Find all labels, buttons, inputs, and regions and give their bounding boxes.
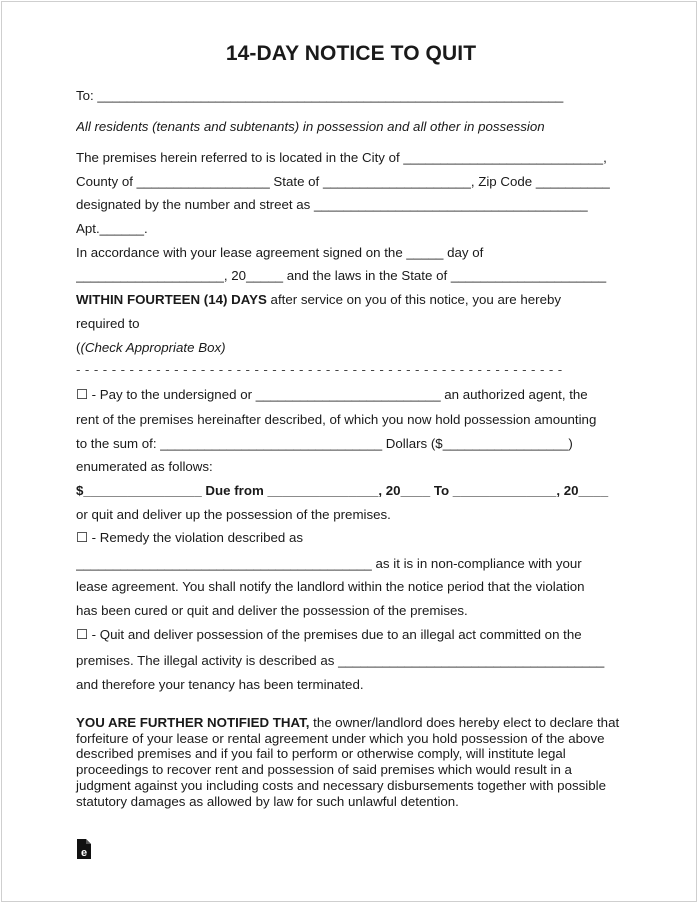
notify-line: lease agreement. You shall notify the landlord within the notice period that the violation [76,579,585,594]
date-law-line: ____________________, 20_____ and the laws in the State of _____________________ [76,268,607,283]
document-title: 14-DAY NOTICE TO QUIT [225,42,477,65]
further-notice-bold: YOU ARE FURTHER NOTIFIED THAT, [76,715,310,730]
remedy-option-line: ☐ - Remedy the violation described as [76,530,303,545]
within-days-bold: WITHIN FOURTEEN (14) DAYS [76,292,267,307]
apt-line: Apt.______. [76,221,148,236]
required-line: required to [76,316,140,331]
terminated-line: and therefore your tenancy has been terminated. [76,677,364,692]
noncompliance-line: ________________________________________ as it is in non-compliance with your [76,556,582,571]
lease-signed-line: In accordance with your lease agreement signed on the _____ day of [76,245,484,260]
svg-text:e: e [80,847,88,859]
check-box-italic: (Check Appropriate Box) [80,340,226,355]
to-line: To: _______________________________________________________________ [76,88,564,103]
further-notice-paragraph [76,715,626,809]
premises-city-line: The premises herein referred to is located in the City of ___________________________, [76,150,607,165]
illegal-option-line: ☐ - Quit and deliver possession of the premises due to an illegal act committed on the [76,627,582,642]
dashed-separator: - - - - - - - - - - - - - - - - - - - - - - - - - - - - - - - - - - - - - - - - - - - - - - - - - - - - - - - [76,362,563,377]
enumerated-line: enumerated as follows: [76,459,213,474]
eforms-logo-icon [76,838,92,860]
county-line: County of __________________ State of ____________________, Zip Code __________ [76,174,610,189]
sum-line: to the sum of: ______________________________ Dollars ($_________________) [76,436,573,451]
cured-line: has been cured or quit and deliver the possession of the premises. [76,603,468,618]
within-days-line [76,292,626,308]
due-line: $________________ Due from _______________, 20____ To ______________, 20____ [76,483,609,498]
within-days-rest: after service on you of this notice, you are hereby [266,292,562,307]
residents-line: All residents (tenants and subtenants) in possession and all other in possession [76,119,545,134]
designated-line: designated by the number and street as _____________________________________ [76,197,588,212]
pay-option-line: ☐ - Pay to the undersigned or _________________________ an authorized agent, the [76,387,588,402]
illegal-description-line: premises. The illegal activity is described as ____________________________________ [76,653,605,668]
rent-line: rent of the premises hereinafter described, of which you now hold possession amounting [76,412,597,427]
check-box-instruction: ((Check Appropriate Box) [76,340,226,355]
further-notice-text: the owner/landlord does hereby elect to declare that forfeiture of your lease or rental agreement under which you hold possession of the above described premises and if you fail to perform or otherwise comply, will institute legal proceedings to recover rent and possession of said premises which would result in a judgment against you including costs and necessary disbursements together with possible statutory damages as allowed by law for such unlawful detention. [76,715,620,809]
quit-deliver-line: or quit and deliver up the possession of the premises. [76,507,391,522]
